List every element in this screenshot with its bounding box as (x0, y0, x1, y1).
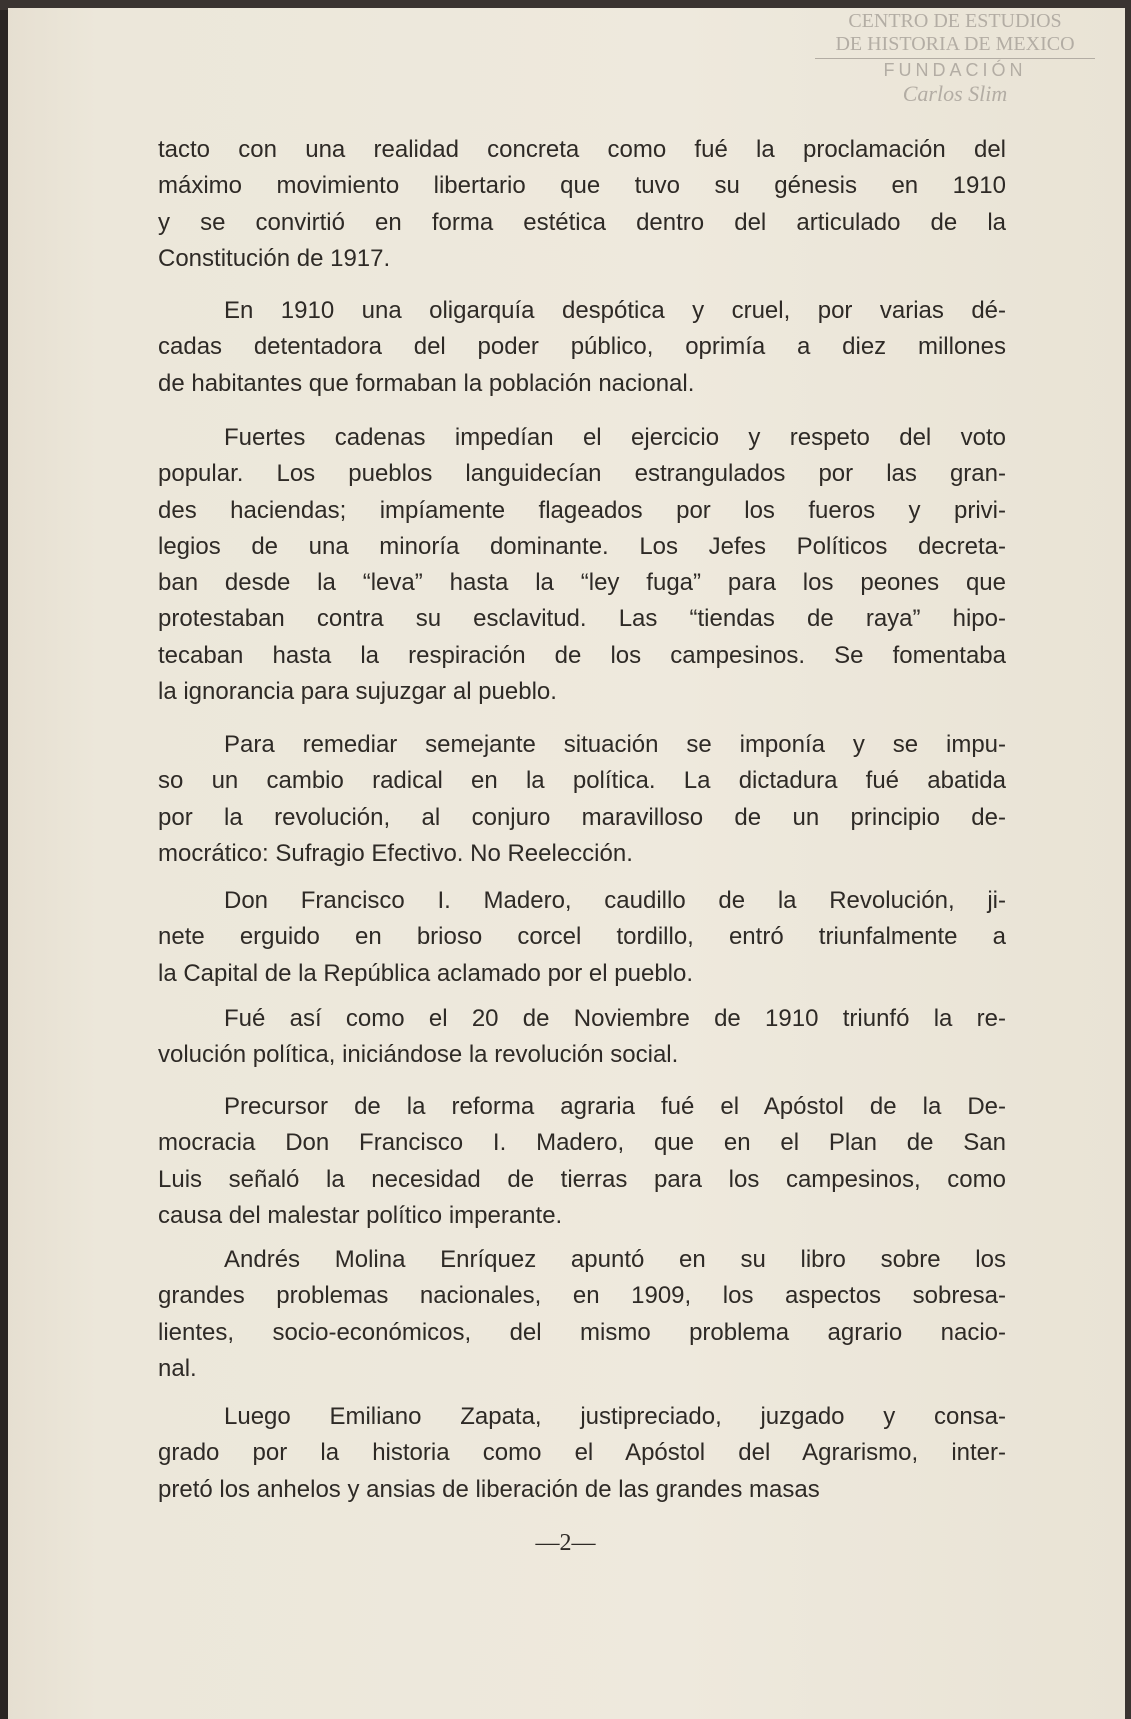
paragraph (158, 1242, 1006, 1387)
text-line: Precursor de la reforma agraria fué el Apóstol de la De- (224, 1093, 1006, 1120)
scan-right-edge (1125, 0, 1131, 1719)
text-line: causa del malestar político imperante. (158, 1201, 563, 1229)
text-line: pretó los anhelos y ansias de liberación de las grandes masas (158, 1475, 820, 1503)
watermark-word: DE MEXICO (963, 33, 1075, 55)
watermark-line-2 (795, 33, 1115, 56)
text-line: Fuertes cadenas impedían el ejercicio y respeto del voto (224, 424, 1006, 451)
text-line: nete erguido en brioso corcel tordillo, entró triunfalmente a (158, 923, 1006, 951)
text-line: la ignorancia para sujuzgar al pueblo. (158, 678, 557, 706)
watermark-foundation: FUNDACIÓN (883, 60, 1027, 80)
text-line: grandes problemas nacionales, en 1909, los aspectos sobresa- (158, 1282, 1006, 1310)
text-line: legios de una minoría dominante. Los Jefes Políticos decreta- (158, 532, 1006, 560)
archive-watermark (795, 10, 1115, 128)
text-line: tecaban hasta la respiración de los campesinos. Se fomentaba (158, 641, 1006, 669)
text-line: Don Francisco I. Madero, caudillo de la Revolución, ji- (224, 887, 1006, 914)
watermark-word: DE HISTORIA (835, 33, 959, 55)
text-line: volución política, iniciándose la revolución social. (158, 1041, 679, 1069)
text-line: de habitantes que formaban la población nacional. (158, 369, 695, 397)
page-number: —2— (535, 1530, 596, 1556)
text-line: mocracia Don Francisco I. Madero, que en el Plan de San (158, 1129, 1006, 1157)
paragraph (158, 132, 1006, 277)
watermark-signature: Carlos Slim (902, 81, 1008, 106)
watermark-word: CENTRO DE (848, 10, 960, 32)
text-line: popular. Los pueblos languidecían estrangulados por las gran- (158, 460, 1006, 488)
paragraph (158, 420, 1006, 710)
watermark-word: ESTUDIOS (965, 10, 1062, 32)
paragraph (158, 1001, 1006, 1074)
text-line: máximo movimiento libertario que tuvo su génesis en 1910 (158, 172, 1006, 200)
text-line: protestaban contra su esclavitud. Las “tiendas de raya” hipo- (158, 605, 1006, 633)
text-line: por la revolución, al conjuro maravilloso de un principio de- (158, 803, 1006, 831)
text-line: Fué así como el 20 de Noviembre de 1910 triunfó la re- (224, 1005, 1006, 1032)
text-line: so un cambio radical en la política. La dictadura fué abatida (158, 767, 1006, 795)
text-line: mocrático: Sufragio Efectivo. No Reelección. (158, 839, 633, 867)
text-line: la Capital de la República aclamado por el pueblo. (158, 959, 694, 987)
text-line: Luis señaló la necesidad de tierras para los campesinos, como (158, 1165, 1006, 1193)
paragraph (158, 1399, 1006, 1508)
paragraph (158, 1089, 1006, 1234)
text-line: ban desde la “leva” hasta la “ley fuga” para los peones que (158, 569, 1006, 597)
paragraph (158, 727, 1006, 872)
text-line: lientes, socio-económicos, del mismo problema agrario nacio- (158, 1318, 1006, 1346)
text-line: des haciendas; impíamente flageados por los fueros y privi- (158, 496, 1006, 524)
text-line: En 1910 una oligarquía despótica y cruel, por varias dé- (224, 297, 1006, 324)
text-line: Para remediar semejante situación se imponía y se impu- (224, 731, 1006, 758)
text-line: Constitución de 1917. (158, 244, 391, 272)
text-line: tacto con una realidad concreta como fué la proclamación del (158, 136, 1006, 163)
text-line: Andrés Molina Enríquez apuntó en su libro sobre los (224, 1246, 1006, 1273)
text-line: y se convirtió en forma estética dentro del articulado de la (158, 208, 1006, 236)
text-line: nal. (158, 1354, 197, 1382)
paragraph (158, 883, 1006, 992)
text-line: Luego Emiliano Zapata, justipreciado, juzgado y consa- (224, 1403, 1006, 1430)
text-line: cadas detentadora del poder público, oprimía a diez millones (158, 333, 1006, 361)
text-line: grado por la historia como el Apóstol del Agrarismo, inter- (158, 1439, 1006, 1467)
watermark-line-1 (795, 10, 1115, 33)
paragraph (158, 293, 1006, 402)
